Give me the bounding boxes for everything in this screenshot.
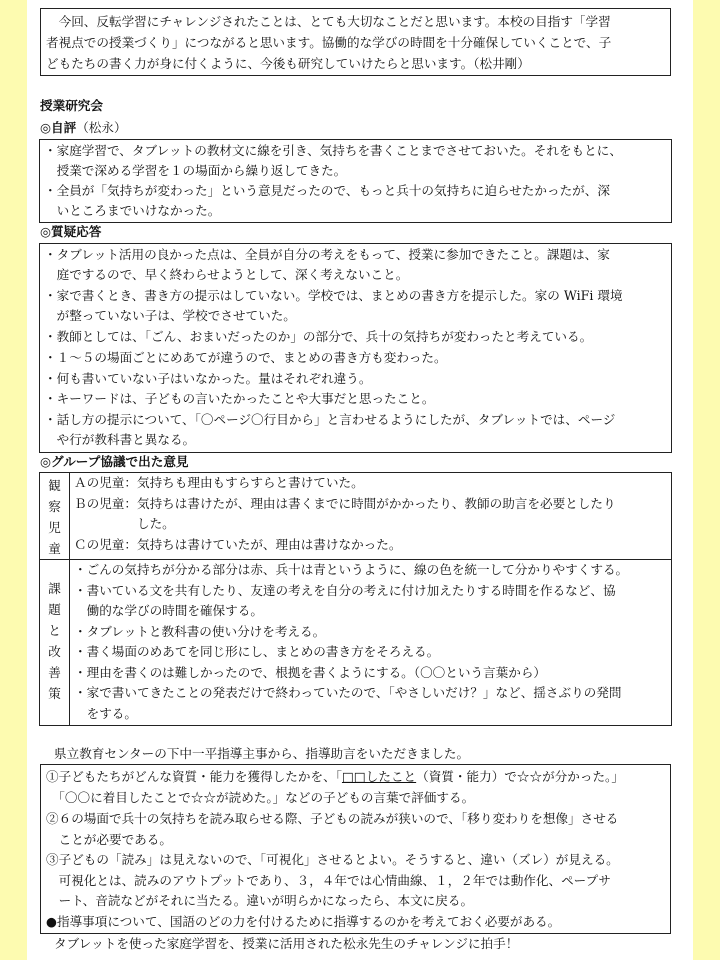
self-eval-line: ・全員が「気持ちが変わった」という意見だったので、もっと兵十の気持ちに迫らせたかったが、深 [44,183,610,198]
advice-line: 可視化とは、読みのアウトプットであり、３，４年では心情曲線、１，２年では動作化、ペープサ [46,873,611,888]
issue-content [70,560,672,726]
self-eval-heading-sub: （松永） [76,120,127,135]
self-eval-line: 授業で深める学習を１の場面から繰り返してきた。 [44,163,347,178]
comment-line: どもたちの書く力が身に付くように、今後も研究していけたらと思います。（松井剛） [46,56,530,71]
qa-line: ・１～５の場面ごとにめあてが違うので、まとめの書き方も変わった。 [44,350,447,365]
qa-line: ・キーワードは、子どもの言いたかったことや大事だと思ったこと。 [44,391,435,406]
issue-line: ・タブレットと教科書の使い分けを考える。 [74,623,326,639]
self-eval-heading-text: ◎自評 [40,120,77,135]
qa-line: ・タブレット活用の良かった点は、全員が自分の考えをもって、授業に参加できたこと。課題は、家 [44,247,610,262]
closing-line: タブレットを使った家庭学習を、授業に活用された松永先生のチャレンジに拍手！ [54,936,519,951]
self-eval-line: いところまでいけなかった。 [44,203,221,218]
advice-line: ③子どもの「読み」は見えないので、「可視化」させるとよい。そうすると、違い（ズレ）が見える。 [46,852,619,867]
advice-line: ことが必要である。 [46,832,172,847]
qa-line: や行が教科書と異なる。 [44,432,196,447]
comment-line: 今回、反転学習にチャレンジされたことは、とても大切なことだと思います。本校の目指す「学習 [46,14,611,29]
qa-line: が整っていない子は、学校でさせていた。 [44,308,296,323]
observe-content [70,473,672,560]
observe-label: 観 察 児 童 [40,473,70,560]
issue-line: 働的な学びの時間を確保する。 [74,603,263,618]
observe-line: Ａの児童：気持ちも理由もすらすらと書けていた。 [74,475,364,490]
issue-line: ・書いている文を共有したり、友達の考えを自分の考えに付け加えたりする時間を作るなど、協 [74,582,616,598]
observe-line: Ｃの児童：気持ちは書けていたが、理由は書けなかった。 [74,536,402,552]
self-eval-heading [40,118,127,138]
comment-line: 者視点での授業づくり」につながると思います。協働的な学びの時間を十分確保していくことで、子 [46,35,612,50]
issue-line: ・書く場面のめあてを同じ形にし、まとめの書き方をそろえる。 [74,644,440,659]
group-table [39,472,672,726]
self-eval-line: ・家庭学習で、タブレットの教材文に線を引き、気持ちを書くことまでさせておいた。それをもとに、 [44,143,622,158]
advice-line: ①子どもたちがどんな資質・能力を獲得したかを、「□□したこと（資質・能力）で☆☆が分かった。」 [46,769,624,784]
advice-line: ート、音読などがそれに当たる。違いが明らかになったら、本文に戻る。 [46,893,474,908]
issue-row [40,560,672,726]
observe-line: した。 [74,516,175,531]
observe-row [40,473,672,560]
qa-heading: ◎質疑応答 [40,224,102,239]
section-title: 授業研究会 [40,98,103,113]
advice-line: 「〇〇に着目したことで☆☆が読めた。」などの子どもの言葉で評価する。 [46,790,475,805]
group-heading: ◎グループ協議で出た意見 [40,454,189,469]
issue-label: 課 題 と 改 善 策 [40,560,70,726]
qa-line: ・話し方の提示について、「〇ページ〇行目から」と言わせるようにしたが、タブレットでは、ページ [44,412,616,427]
advice-underlined: □□したこと [341,769,417,784]
qa-line: ・教師としては、「ごん、おまいだったのか」の部分で、兵十の気持ちが変わったと考えている。 [44,329,593,344]
issue-line: ・家で書いてきたことの発表だけで終わっていたので、「やさしいだけ？」など、揺さぶりの発問 [74,685,622,700]
issue-line: ・ごんの気持ちが分かる部分は赤、兵十は青というように、線の色を統一して分かりやすくする。 [74,562,629,577]
advice-intro: 県立教育センターの下中一平指導主事から、指導助言をいただきました。 [54,746,470,761]
issue-line: ・理由を書くのは難しかったので、根拠を書くようにする。（〇〇という言葉から） [74,664,547,680]
advice-line: ●指導事項について、国語のどの力を付けるために指導するのかを考えておく必要がある。 [46,914,561,929]
qa-line: ・何も書いていない子はいなかった。量はそれぞれ違う。 [44,371,372,386]
qa-line: 庭でするので、早く終わらせようとして、深く考えないこと。 [44,267,409,282]
qa-line: ・家で書くとき、書き方の提示はしていない。学校では、まとめの書き方を提示した。家の WiFi 環境 [44,288,623,303]
observe-line: Ｂの児童：気持ちは書けたが、理由は書くまでに時間がかかったり、教師の助言を必要としたり [74,495,616,511]
advice-line: ②６の場面で兵十の気持ちを読み取らせる際、子どもの読みが狭いので、「移り変わりを想像」させる [46,811,619,826]
issue-line: をする。 [74,705,137,721]
